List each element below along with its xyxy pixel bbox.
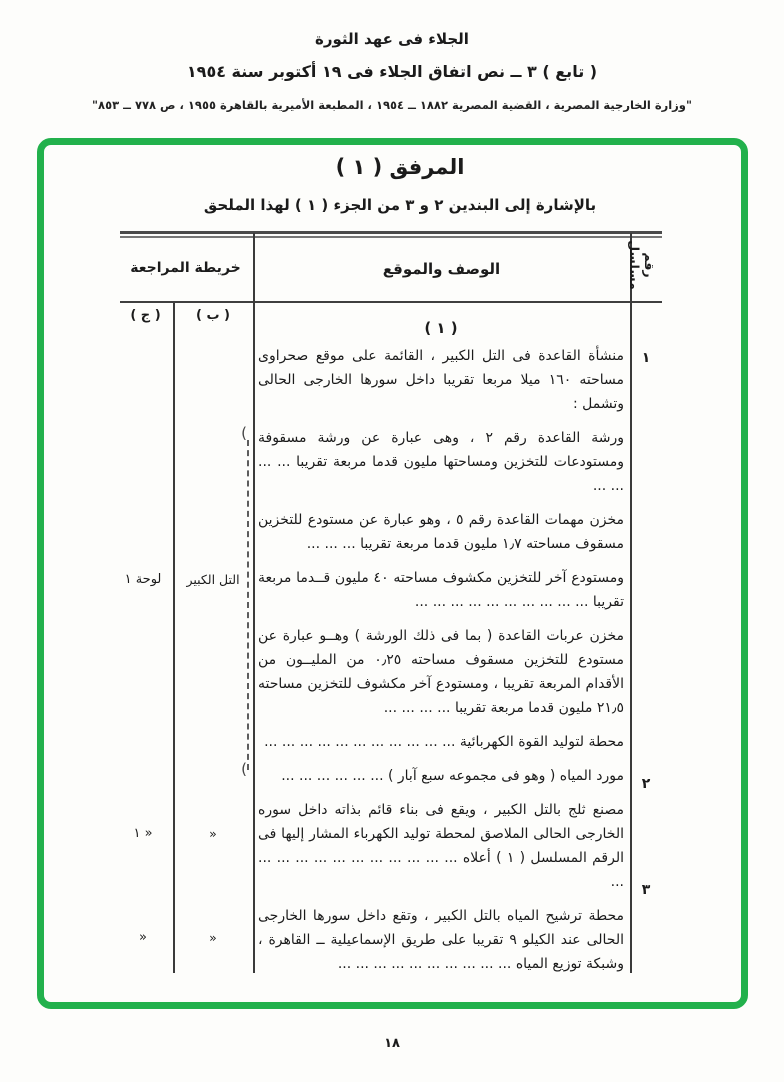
group-brace-line xyxy=(247,440,249,770)
annex-subtitle: بالإشارة إلى البندين ٢ و ٣ من الجزء ( ١ ) لهذا الملحق xyxy=(203,196,597,214)
chapter-title: ( تابع ) ٣ ــ نص اتفاق الجلاء فى ١٩ أكتوبر سنة ١٩٥٤ xyxy=(186,62,598,81)
entry1-paragraph: منشأة القاعدة فى التل الكبير ، القائمة على موقع صحراوى مساحته ١٦٠ ميلا مربعا تقريبا داخل سورها الخارجى الحالى وتشمل : xyxy=(258,348,624,412)
entry2-paragraph: مصنع ثلج بالتل الكبير ، ويقع فى بناء قائم بذاته داخل سوره الخارجى الحالى الملاصق لمحطة توليد الكهرباء المشار إليها فى الرقم المسلسل ( ١ ) أعلاه ... ... ... ... ... ... ... ... ... ... ... ... xyxy=(258,802,624,890)
column-header-map: خريطة المراجعة xyxy=(130,260,241,276)
entry1-paragraph: مورد المياه ( وهو فى مجموعه سبع آبار ) ... ... ... ... ... ... xyxy=(281,768,624,784)
group-brace-hook-bottom: ( xyxy=(241,760,247,778)
map-b-entry-3: « xyxy=(209,930,217,945)
table-vline-serial xyxy=(630,233,632,973)
serial-number-3: ٣ xyxy=(641,882,651,898)
entry3-paragraph: محطة ترشيح المياه بالتل الكبير ، وتقع داخل سورها الخارجى الحالى عند الكيلو ٩ تقريبا على طريق الإسماعيلية ــ القاهرة ، وشبكة توزيع المياه ... ... ... ... ... ... ... ... ... ... xyxy=(258,908,624,972)
column-header-serial: رقم مسلسل xyxy=(627,240,657,290)
column-subheader-b: ( ب ) xyxy=(196,308,230,323)
map-b-entry-1: التل الكبير xyxy=(186,572,240,587)
serial-number-2: ٢ xyxy=(641,776,651,792)
section-heading: ( ١ ) xyxy=(424,319,458,337)
description-column xyxy=(258,316,624,986)
table-vline-map-sub xyxy=(173,303,175,973)
map-g-entry-1: لوحة ١ xyxy=(124,572,162,587)
serial-number-1: ١ xyxy=(641,350,651,366)
page-number: ١٨ xyxy=(384,1036,400,1051)
map-g-entry-3: « xyxy=(139,930,147,945)
annex-title: المرفق ( ١ ) xyxy=(335,155,465,179)
table-vline-description xyxy=(253,233,255,973)
map-b-entry-2: « xyxy=(209,826,217,841)
column-header-description: الوصف والموقع xyxy=(382,260,501,278)
entry1-paragraph: مخزن عربات القاعدة ( بما فى ذلك الورشة ) وهــو عبارة عن مستودع للتخزين مسقوف مساحته ٠٫٢٥ من المليــون من الأقدام المربعة تقريبا ، ومستودع آخر مكشوف للتخزين مساحته ٢١٫٥ مليون قدما مربعة تقريبا ... ... ... ... xyxy=(258,628,624,716)
table-top-rule-inner xyxy=(120,236,662,238)
map-g-entry-2: « ١ xyxy=(133,826,153,841)
group-brace-hook-top: ( xyxy=(241,424,247,442)
source-citation: "وزارة الخارجية المصرية ، القضية المصرية ١٨٨٢ ــ ١٩٥٤ ، المطبعة الأميرية بالقاهرة ١٩٥٥ ، ص ٧٧٨ ــ ٨٥٣" xyxy=(92,98,692,112)
column-subheader-g: ( ج ) xyxy=(130,308,161,323)
entry1-paragraph: ومستودع آخر للتخزين مكشوف مساحته ٤٠ مليون قــدما مربعة تقريبا ... ... ... ... ... ... ... ... ... ... xyxy=(258,570,624,610)
entry1-paragraph: ورشة القاعدة رقم ٢ ، وهى عبارة عن ورشة مسقوفة ومستودعات للتخزين ومساحتها مليون قدما مربعة تقريبا ... ... ... ... xyxy=(258,430,625,494)
table-top-rule-outer xyxy=(120,231,662,234)
entry1-paragraph: مخزن مهمات القاعدة رقم ٥ ، وهو عبارة عن مستودع للتخزين مسقوف مساحته ١٫٧ مليون قدما مربعة تقريبا ... ... ... xyxy=(258,512,624,552)
table-header-rule xyxy=(120,301,662,303)
book-title: الجلاء فى عهد الثورة xyxy=(315,30,469,48)
entry1-paragraph: محطة لتوليد القوة الكهربائية ... ... ... ... ... ... ... ... ... ... ... xyxy=(264,734,624,750)
